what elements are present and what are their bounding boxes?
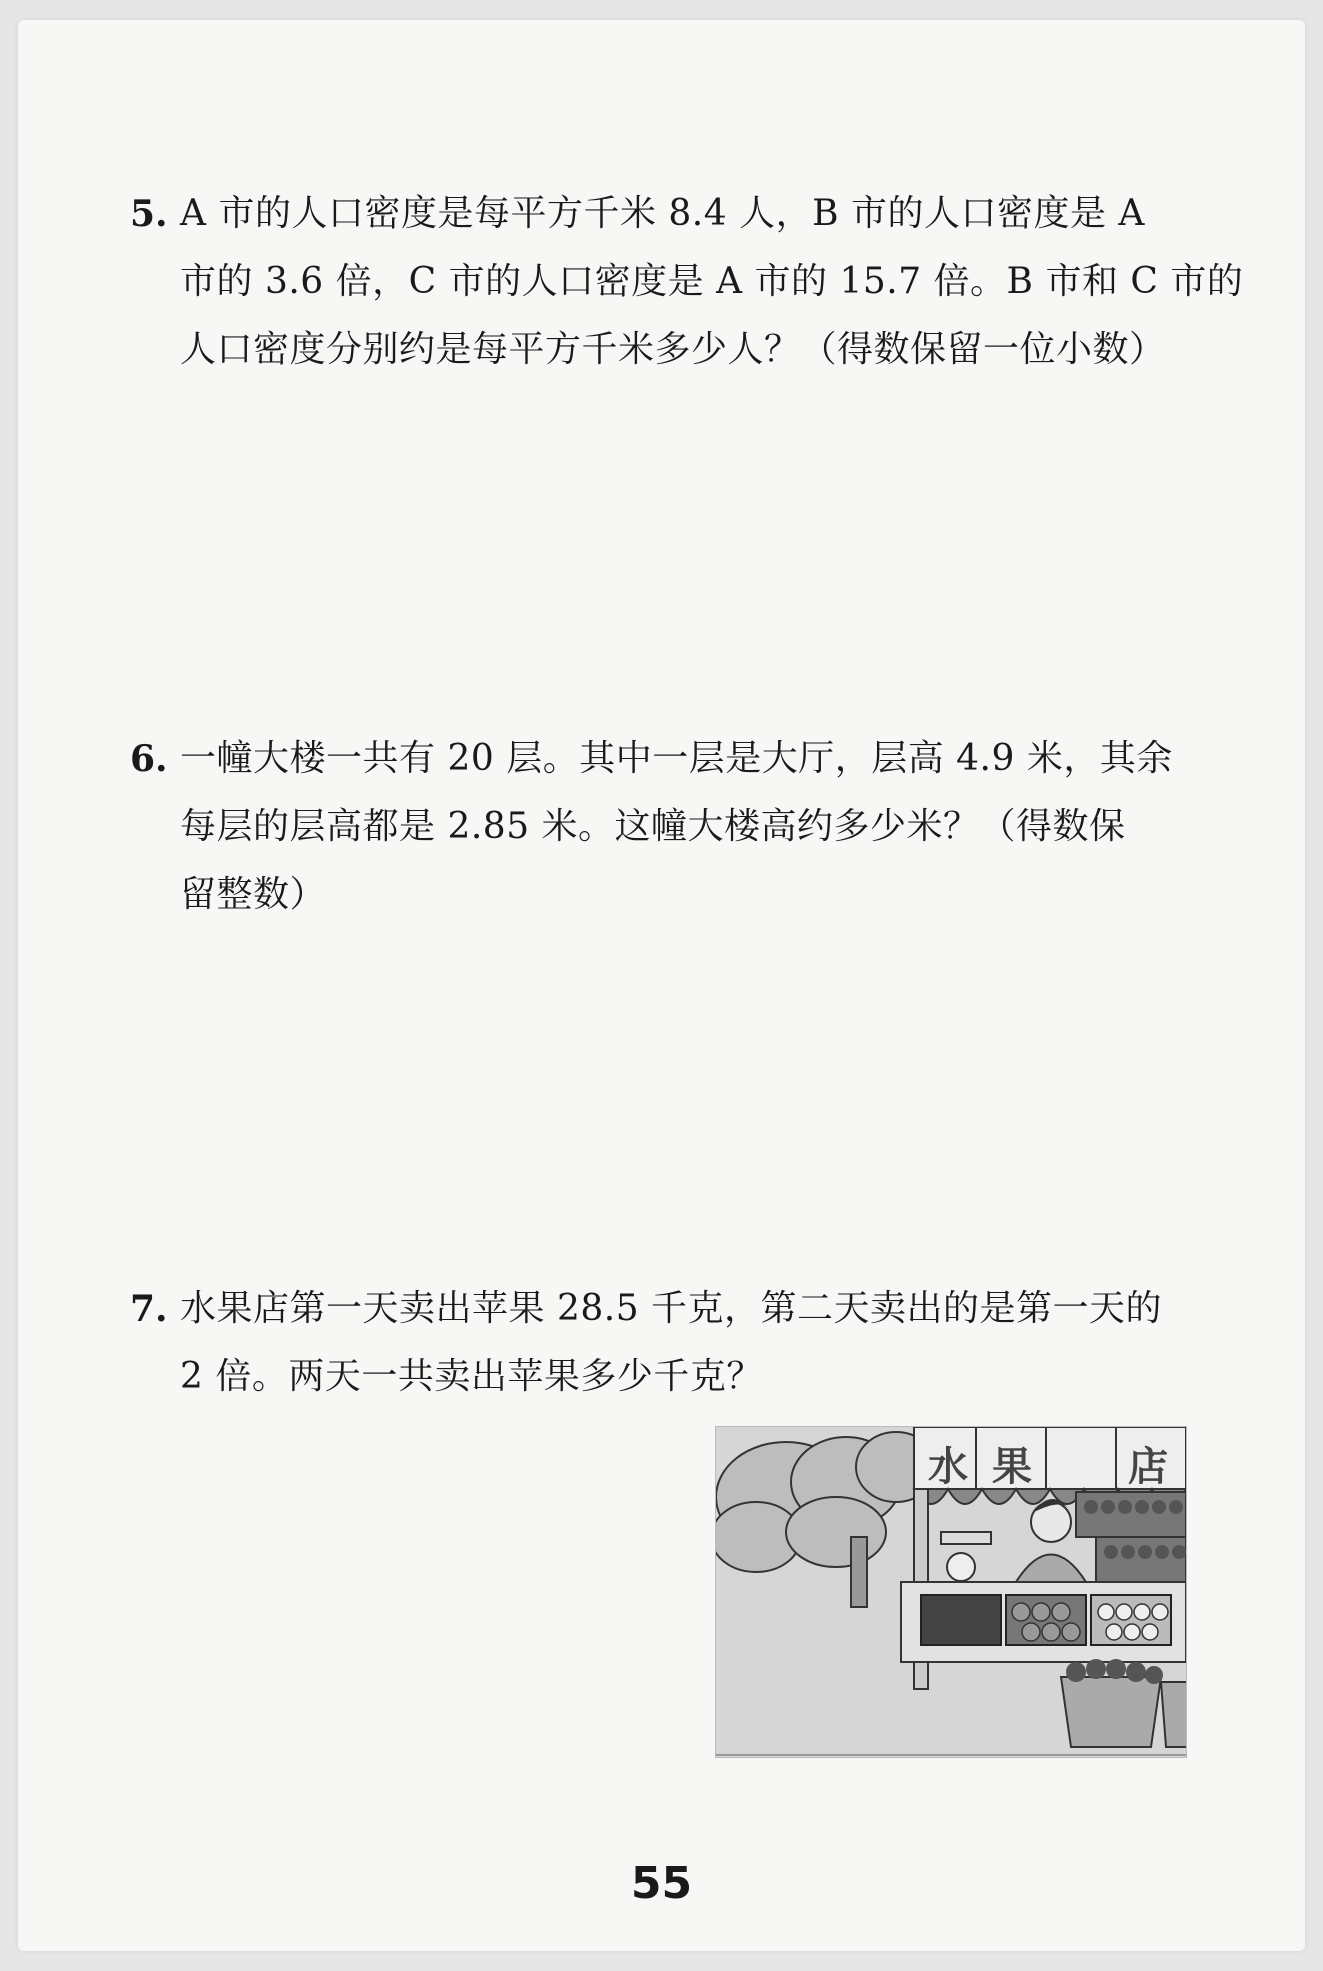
problem-text-line: 水果店第一天卖出苹果 28.5 千克，第二天卖出的是第一天的 bbox=[180, 1288, 1163, 1329]
shop-sign-char: 果 bbox=[992, 1444, 1032, 1490]
problem-number: 5. bbox=[130, 193, 168, 235]
fruit-shop-illustration bbox=[715, 1426, 1187, 1758]
problem-text-line: 留整数） bbox=[180, 874, 327, 915]
problem-number: 7. bbox=[130, 1288, 168, 1330]
problem-text-line: A 市的人口密度是每平方千米 8.4 人，B 市的人口密度是 A bbox=[180, 193, 1145, 234]
problem-number: 6. bbox=[130, 738, 168, 780]
problem-text-line: 市的 3.6 倍，C 市的人口密度是 A 市的 15.7 倍。B 市和 C 市的 bbox=[180, 261, 1244, 302]
problem-text-line: 2 倍。两天一共卖出苹果多少千克？ bbox=[180, 1356, 763, 1397]
problem-text-line: 每层的层高都是 2.85 米。这幢大楼高约多少米？（得数保 bbox=[180, 806, 1126, 847]
page-number: 55 bbox=[630, 1858, 693, 1909]
shop-sign-char: 水 bbox=[928, 1444, 968, 1490]
problem-text-line: 一幢大楼一共有 20 层。其中一层是大厅，层高 4.9 米，其余 bbox=[180, 738, 1173, 779]
workbook-page bbox=[18, 20, 1305, 1951]
shop-sign-char: 店 bbox=[1128, 1444, 1168, 1490]
problem-text-line: 人口密度分别约是每平方千米多少人？（得数保留一位小数） bbox=[180, 329, 1166, 370]
